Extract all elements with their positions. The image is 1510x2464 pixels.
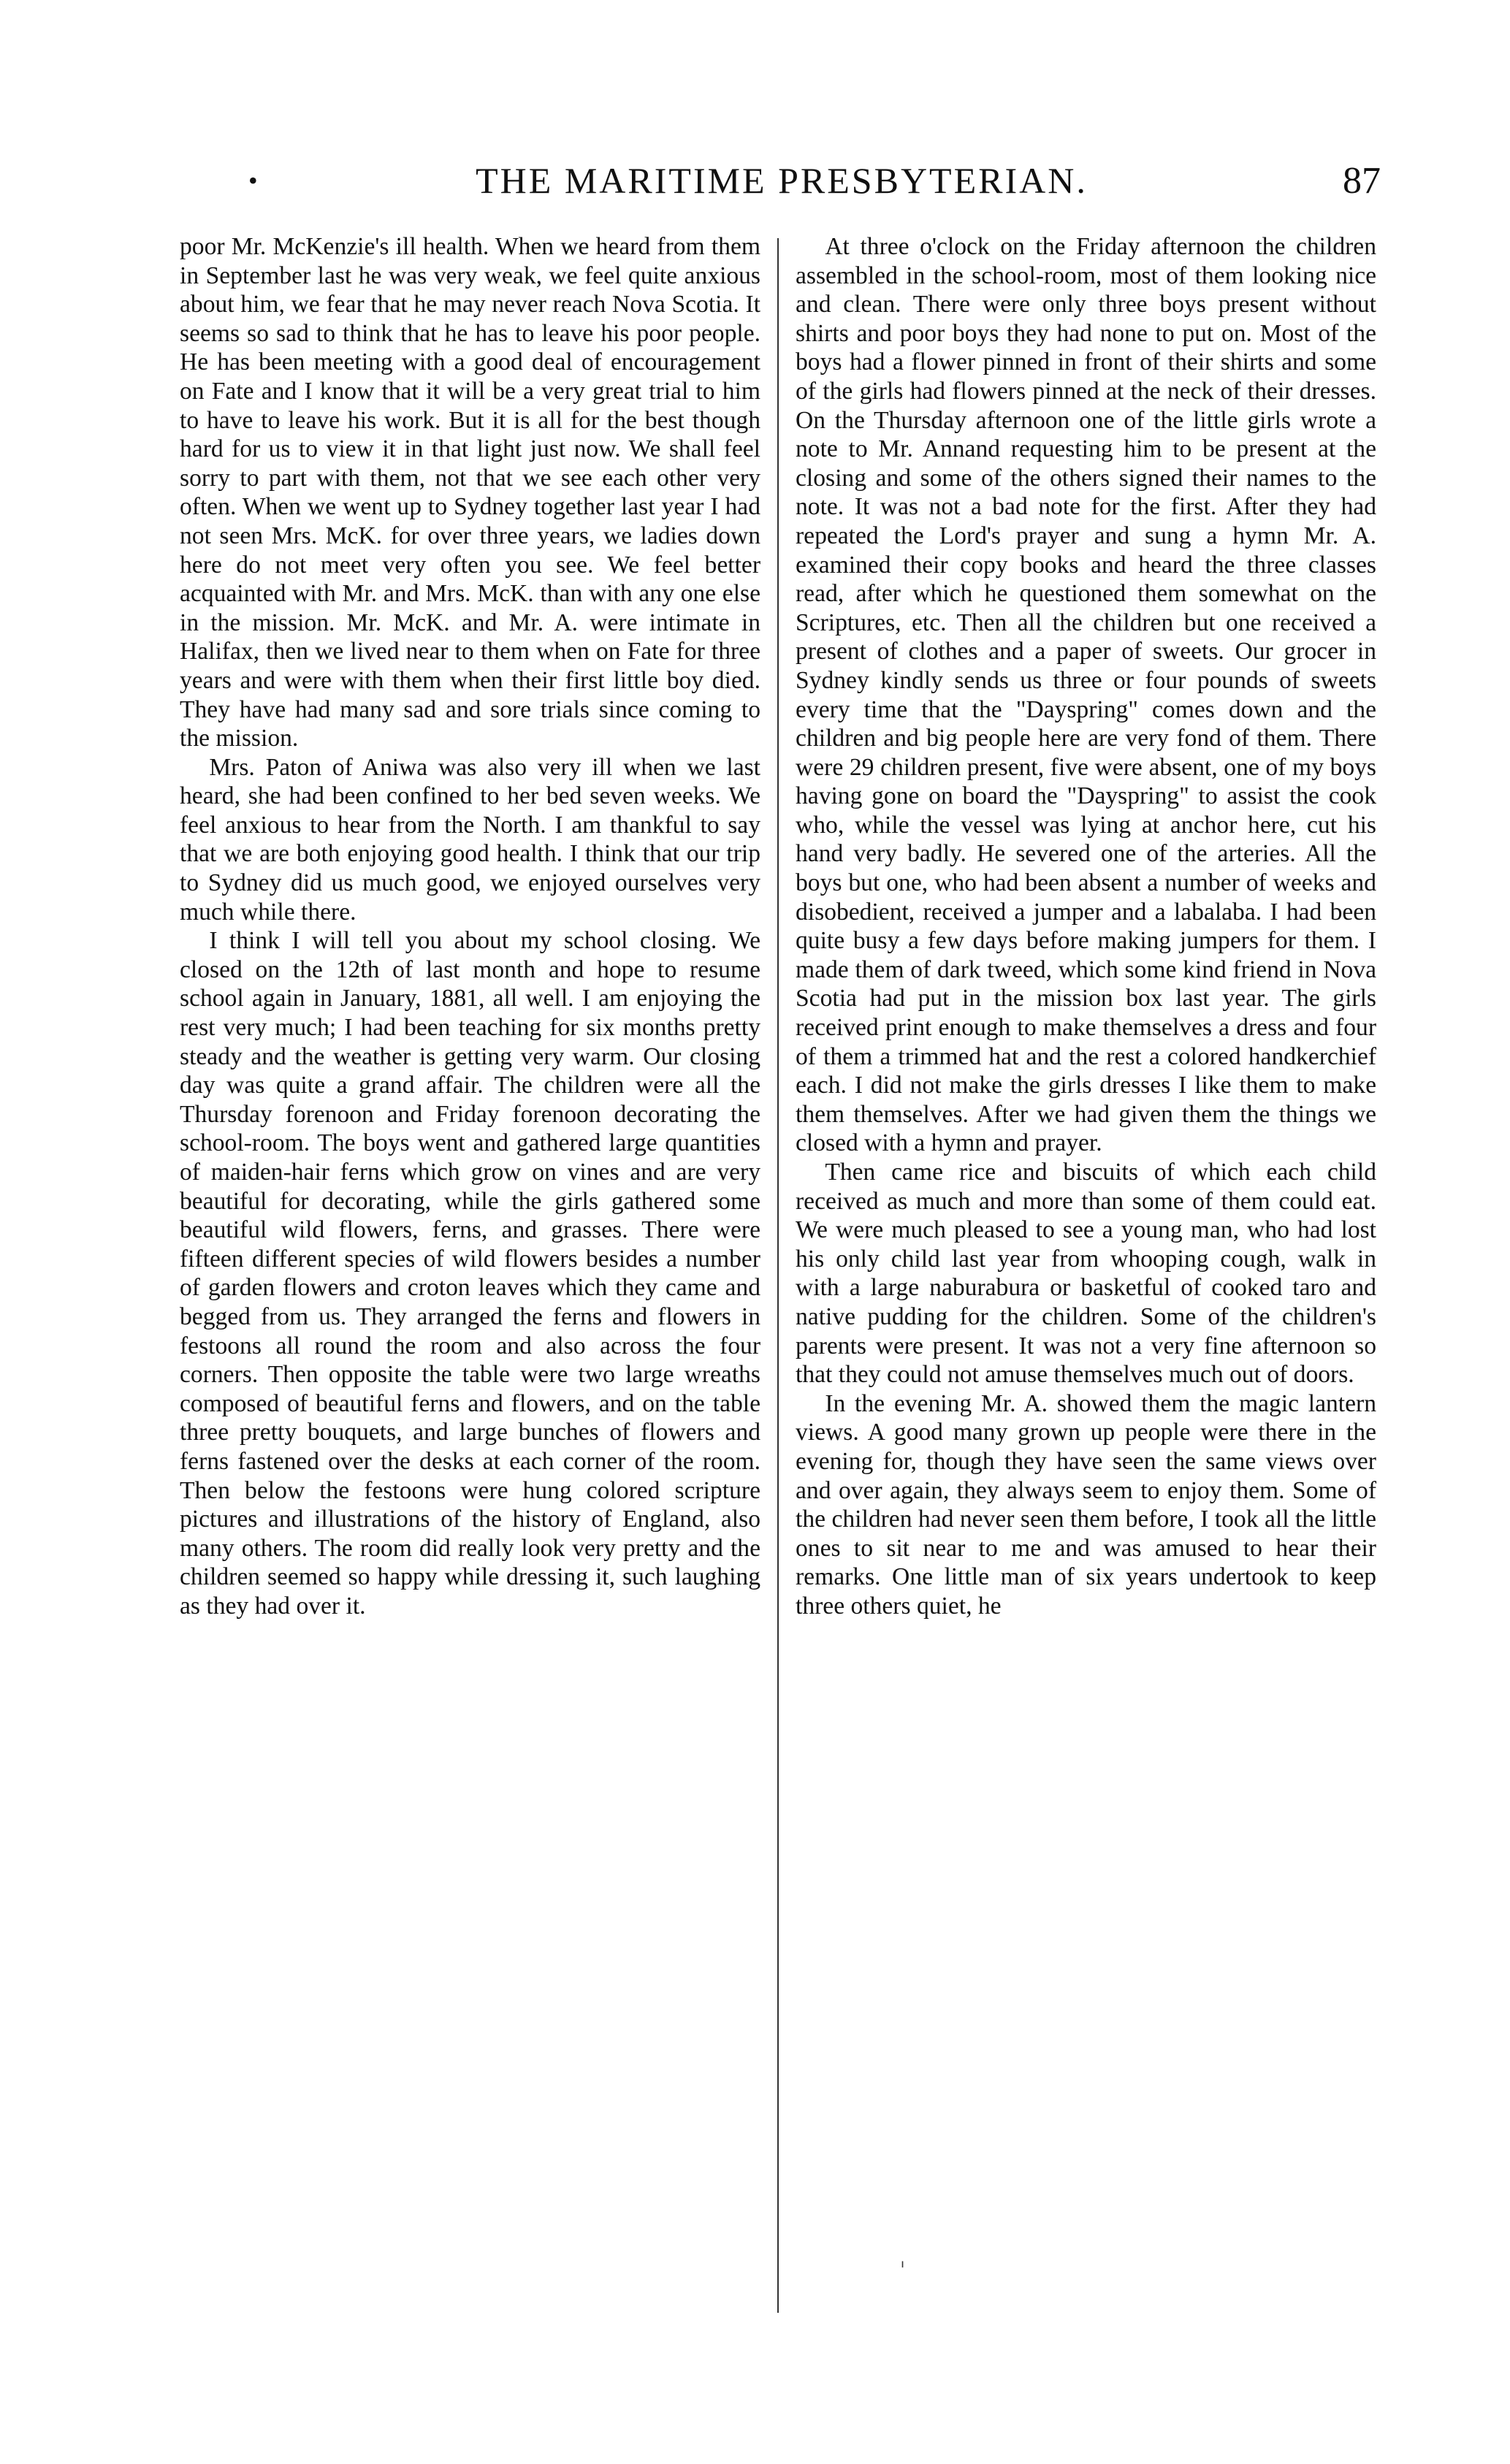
header-ornament: •: [248, 166, 258, 195]
left-paragraph-2: Mrs. Paton of Aniwa was also very ill when we last heard, she had been confined to her bed seven weeks. We feel anxious to hear from the North. I am thankful to say that we are both enjoying good health. I think that our trip to Sydney did us much good, we enjoyed ourselves very much while there.: [180, 753, 760, 926]
right-paragraph-3: In the evening Mr. A. showed them the magic lantern views. A good many grown up people were there in the evening for, though they have seen the same views over and over again, they always seem to enjoy them. Some of the children had never seen them before, I took all the little ones to sit near to me and was amused to hear their remarks. One little man of six years undertook to keep three others quiet, he: [796, 1389, 1376, 1620]
right-paragraph-2: Then came rice and biscuits of which each child received as much and more than some of them could eat. We were much pleased to see a young man, who had lost his only child last year from whooping cough, walk in with a large naburabura or basketful of cooked taro and native pudding for the children. Some of the children's parents were present. It was not a very fine afternoon so that they could not amuse themselves much out of doors.: [796, 1159, 1376, 1389]
left-paragraph-1: poor Mr. McKenzie's ill health. When we heard from them in September last he was very weak, we feel quite anxious about him, we fear that he may never reach Nova Scotia. It seems so sad to think that he has to leave his poor people. He has been meeting with a good deal of encouragement on Fate and I know that it will be a very great trial to him to have to leave his work. But it is all for the best though hard for us to view it in that light just now. We shall feel sorry to part with them, not that we see each other very often. When we went up to Sydney together last year I had not seen Mrs. McK. for over three years, we ladies down here do not meet very often you see. We feel better acquainted with Mr. and Mrs. McK. than with any one else in the mission. Mr. McK. and Mr. A. were intimate in Halifax, then we lived near to them when on Fate for three years and were with them when their first little boy died. They have had many sad and sore trials since coming to the mission.: [180, 233, 760, 752]
right-paragraph-1: At three o'clock on the Friday afternoon the children assembled in the school-room, most of them looking nice and clean. There were only three boys present without shirts and poor boys they had none to put on. Most of the boys had a flower pinned in front of their shirts and some of the girls had flowers pinned at the neck of their dresses. On the Thursday afternoon one of the little girls wrote a note to Mr. Annand requesting him to be present at the closing and some of the others signed their names to the note. It was not a bad note for the first. After they had repeated the Lord's prayer and sung a hymn Mr. A. examined their copy books and heard the three classes read, after which he questioned them somewhat on the Scriptures, etc. Then all the children but one received a present of clothes and a paper of sweets. Our grocer in Sydney kindly sends us three or four pounds of sweets every time that the "Dayspring" comes down and the children and big people here are very fond of them. There were 29 children present, five were absent, one of my boys having gone on board the "Dayspring" to assist the cook who, while the vessel was lying at anchor here, cut his hand very badly. He severed one of the arteries. All the boys but one, who had been absent a number of weeks and disobedient, received a jumper and a labalaba. I had been quite busy a few days before making jumpers for them. I made them of dark tweed, which some kind friend in Nova Scotia had put in the mission box last year. The girls received print enough to make themselves a dress and four of them a trimmed hat and the rest a colored handkerchief each. I did not make the girls dresses I like them to make them themselves. After we had given them the things we closed with a hymn and prayer.: [796, 233, 1376, 1157]
journal-title: THE MARITIME PRESBYTERIAN.: [476, 160, 1088, 201]
left-column: [180, 232, 760, 1621]
right-column: [796, 232, 1376, 1621]
left-paragraph-3: I think I will tell you about my school closing. We closed on the 12th of last month and hope to resume school again in January, 1881, all well. I am enjoying the rest very much; I had been teaching for six months pretty steady and the weather is getting very warm. Our closing day was quite a grand affair. The children were all the Thursday forenoon and Friday forenoon decorating the school-room. The boys went and gathered large quantities of maiden-hair ferns which grow on vines and are very beautiful for decorating, while the girls gathered some beautiful wild flowers, ferns, and grasses. There were fifteen different species of wild flowers besides a number of garden flowers and croton leaves which they came and begged from us. They arranged the ferns and flowers in festoons all round the room and also across the four corners. Then opposite the table were two large wreaths composed of beautiful ferns and flowers, and on the table three pretty bouquets, and large bunches of flowers and ferns fastened over the desks at each corner of the room. Then below the festoons were hung colored scripture pictures and illustrations of the history of England, also many others. The room did really look very pretty and the children seemed so happy while dressing it, such laughing as they had over it.: [180, 927, 760, 1620]
column-divider: [777, 238, 779, 2313]
page-number: 87: [1343, 160, 1381, 202]
running-header: [168, 159, 1395, 218]
